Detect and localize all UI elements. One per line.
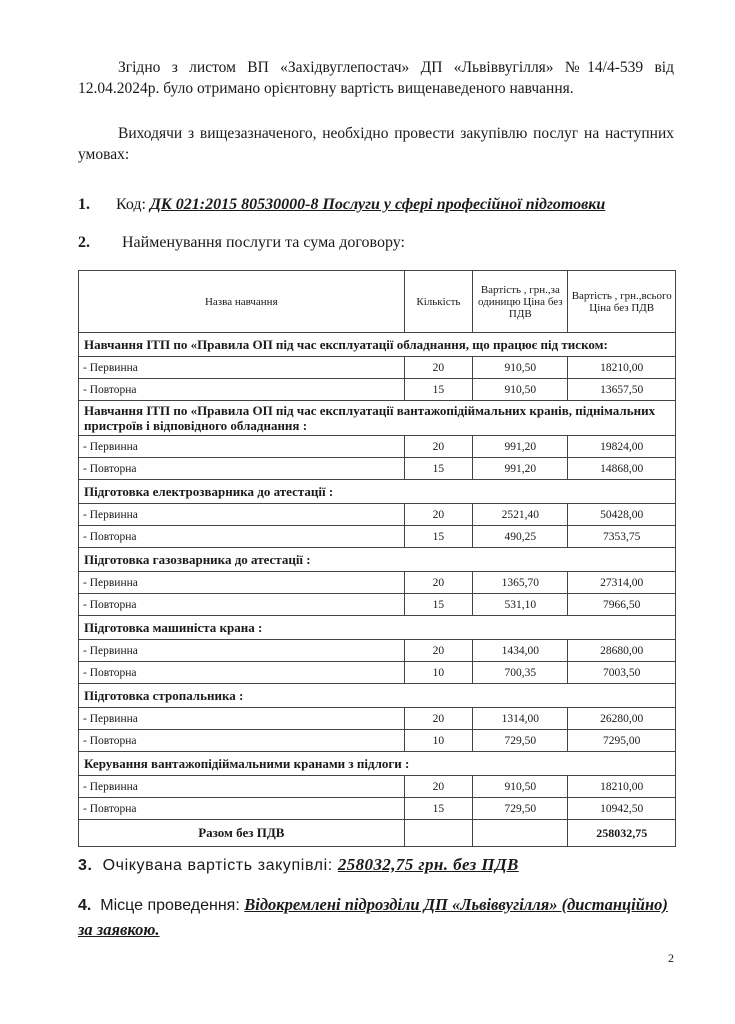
row-unit-price: 531,10: [473, 594, 568, 616]
section-4-label: Місце проведення:: [100, 897, 245, 914]
row-qty: 10: [404, 730, 473, 752]
row-total: 27314,00: [568, 572, 676, 594]
group-header-row: [79, 752, 676, 776]
row-name: - Повторна: [79, 798, 405, 820]
header-qty: Кількість: [404, 271, 473, 333]
section-3: [78, 855, 519, 875]
table-row: [79, 798, 676, 820]
row-unit-price: 991,20: [473, 458, 568, 480]
table-row: [79, 572, 676, 594]
group-header-row: [79, 401, 676, 436]
row-name: - Повторна: [79, 662, 405, 684]
row-unit-price: 729,50: [473, 798, 568, 820]
row-name: - Повторна: [79, 526, 405, 548]
table-row: [79, 662, 676, 684]
group-header-row: [79, 684, 676, 708]
intro-paragraph-1: Згідно з листом ВП «Західвуглепостач» ДП «Львіввугілля» №14/4-539 від 12.04.2024р. було отримано орієнтовну вартість вищенаведеного навчання.: [78, 59, 674, 97]
row-unit-price: 2521,40: [473, 504, 568, 526]
table-row: [79, 776, 676, 798]
row-unit-price: 700,35: [473, 662, 568, 684]
table-row: [79, 436, 676, 458]
row-unit-price: 910,50: [473, 357, 568, 379]
group-header-row: [79, 333, 676, 357]
row-unit-price: 910,50: [473, 379, 568, 401]
row-unit-price: 490,25: [473, 526, 568, 548]
group-title: Підготовка стропальника :: [79, 684, 676, 708]
row-name: - Первинна: [79, 504, 405, 526]
group-header-row: [79, 480, 676, 504]
row-name: - Повторна: [79, 730, 405, 752]
intro-paragraph-2: Виходячи з вищезазначеного, необхідно провести закупівлю послуг на наступних умовах:: [78, 125, 674, 163]
row-qty: 20: [404, 572, 473, 594]
row-total: 10942,50: [568, 798, 676, 820]
row-total: 18210,00: [568, 776, 676, 798]
row-name: - Первинна: [79, 572, 405, 594]
group-title: Керування вантажопідіймальними кранами з підлоги :: [79, 752, 676, 776]
row-qty: 20: [404, 776, 473, 798]
section-4-location: Відокремлені підрозділи ДП «Львіввугілля» (дистанційно) за заявкою.: [78, 895, 668, 939]
row-name: - Повторна: [79, 379, 405, 401]
row-unit-price: 1365,70: [473, 572, 568, 594]
header-unit-price: Вартість , грн.,за одиницю Ціна без ПДВ: [473, 271, 568, 333]
table-header-row: [79, 271, 676, 333]
group-title: Навчання ІТП по «Правила ОП під час експлуатації вантажопідіймальних кранів, піднімальних пристроїв і відповідного обладнання :: [79, 401, 676, 436]
row-qty: 15: [404, 594, 473, 616]
group-title: Навчання ІТП по «Правила ОП під час експлуатації обладнання, що працює під тиском:: [79, 333, 676, 357]
row-total: 26280,00: [568, 708, 676, 730]
section-2-label: Найменування послуги та сума договору:: [122, 234, 405, 251]
row-unit-price: 729,50: [473, 730, 568, 752]
row-qty: 20: [404, 357, 473, 379]
table-row: [79, 708, 676, 730]
row-total: 7003,50: [568, 662, 676, 684]
row-total: 13657,50: [568, 379, 676, 401]
section-1-number: 1.: [78, 196, 90, 213]
row-unit-price: 1314,00: [473, 708, 568, 730]
row-qty: 20: [404, 436, 473, 458]
row-qty: 10: [404, 662, 473, 684]
row-qty: 20: [404, 708, 473, 730]
row-total: 28680,00: [568, 640, 676, 662]
section-3-label: Очікувана вартість закупівлі:: [102, 857, 338, 874]
row-name: - Повторна: [79, 458, 405, 480]
total-label: Разом без ПДВ: [79, 820, 405, 847]
section-4: [78, 893, 678, 943]
row-total: 7295,00: [568, 730, 676, 752]
row-qty: 15: [404, 526, 473, 548]
group-header-row: [79, 548, 676, 572]
row-name: - Первинна: [79, 776, 405, 798]
table-row: [79, 357, 676, 379]
group-title: Підготовка електрозварника до атестації :: [79, 480, 676, 504]
row-total: 50428,00: [568, 504, 676, 526]
total-empty-price: [473, 820, 568, 847]
page-number: 2: [668, 951, 674, 965]
row-unit-price: 910,50: [473, 776, 568, 798]
row-total: 18210,00: [568, 357, 676, 379]
section-1: [78, 196, 605, 214]
section-4-number: 4.: [78, 897, 92, 914]
table-row: [79, 504, 676, 526]
row-name: - Первинна: [79, 357, 405, 379]
row-qty: 15: [404, 798, 473, 820]
section-2: [78, 234, 405, 252]
row-qty: 15: [404, 379, 473, 401]
row-total: 14868,00: [568, 458, 676, 480]
section-2-number: 2.: [78, 234, 90, 251]
row-unit-price: 1434,00: [473, 640, 568, 662]
table-body: [79, 333, 676, 820]
section-3-number: 3.: [78, 857, 93, 874]
section-3-amount: 258032,75 грн. без ПДВ: [337, 855, 519, 874]
row-qty: 20: [404, 640, 473, 662]
row-qty: 20: [404, 504, 473, 526]
row-total: 19824,00: [568, 436, 676, 458]
total-empty-qty: [404, 820, 473, 847]
group-header-row: [79, 616, 676, 640]
row-name: - Повторна: [79, 594, 405, 616]
header-name: Назва навчання: [79, 271, 405, 333]
group-title: Підготовка машиніста крана :: [79, 616, 676, 640]
section-1-code: ДК 021:2015 80530000-8 Послуги у сфері професійної підготовки: [150, 196, 606, 213]
row-name: - Первинна: [79, 436, 405, 458]
table-row: [79, 594, 676, 616]
table-row: [79, 730, 676, 752]
table-row: [79, 640, 676, 662]
group-title: Підготовка газозварника до атестації :: [79, 548, 676, 572]
row-qty: 15: [404, 458, 473, 480]
row-total: 7966,50: [568, 594, 676, 616]
row-total: 7353,75: [568, 526, 676, 548]
table-total-row: [79, 820, 676, 847]
total-value: 258032,75: [568, 820, 676, 847]
row-name: - Первинна: [79, 640, 405, 662]
table-row: [79, 458, 676, 480]
services-table: [78, 270, 676, 847]
table-row: [79, 379, 676, 401]
section-1-label: Код:: [116, 196, 150, 213]
row-unit-price: 991,20: [473, 436, 568, 458]
header-total: Вартість , грн.,всього Ціна без ПДВ: [568, 271, 676, 333]
row-name: - Первинна: [79, 708, 405, 730]
table-row: [79, 526, 676, 548]
